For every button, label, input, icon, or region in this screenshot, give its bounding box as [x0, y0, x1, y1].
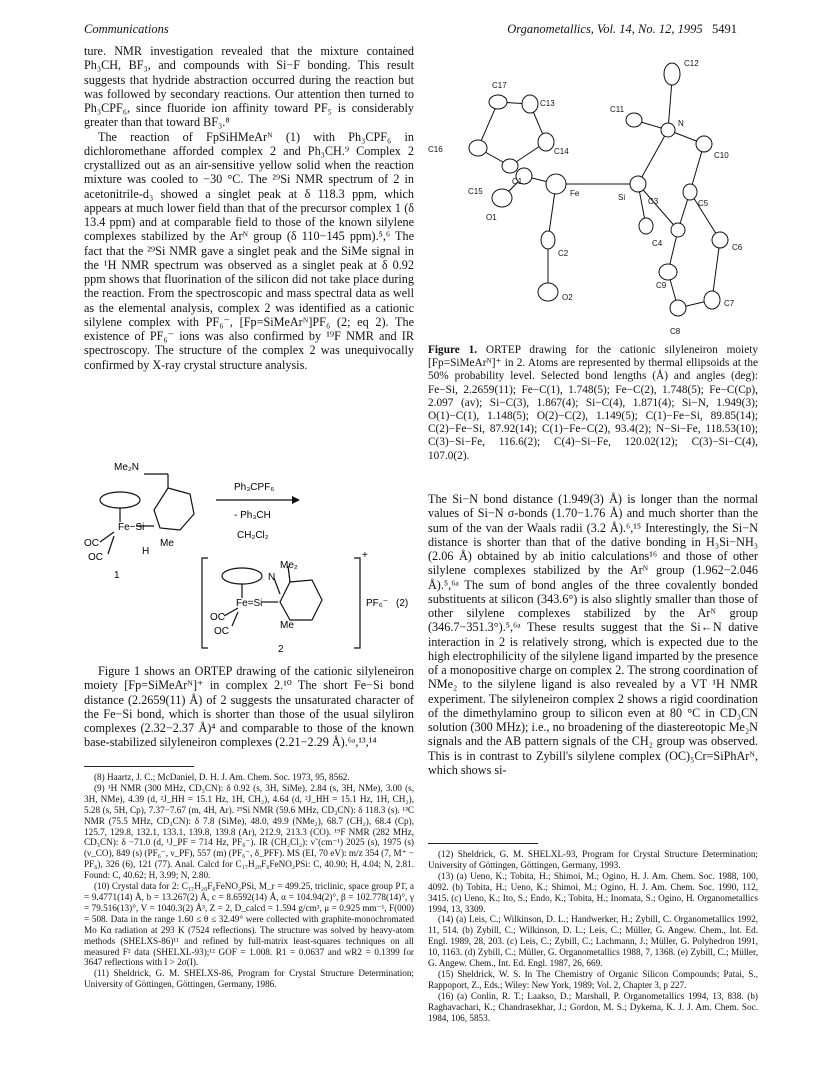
right-column-text: [428, 492, 758, 777]
atom-label-c8: C8: [670, 327, 681, 336]
me2n-label-1: Me₂N: [114, 462, 139, 473]
figure-1-caption-text: ORTEP drawing for the cationic silyleneiron moiety [Fp=SiMeArᴺ]⁺ in 2. Atoms are represented by thermal ellipsoids at the 50% probability level. Selected bond lengths (Å) and angles (deg): Fe−Si, 2.2659(11); Fe−C(1), 1.748(5); Fe−C(2), 1.748(5); Fe−C(Cp), 2.097 (av); Si−C(3), 1.867(4); Si−C(4), 1.871(4); Si−N, 1.949(3); O(1)−C(1), 1.148(5); O(2)−C(2), 1.149(5); C(1)−Fe−Si, 89.85(14); C(2)−Fe−Si, 87.92(14); C(1)−Fe−C(2), 93.4(2); N−Si−Fe, 118.53(10); C(3)−Si−Fe, 116.6(2); C(4)−Si−Fe, 120.02(12); C(3)−Si−C(4), 107.0(2).: [428, 344, 758, 462]
atom-label-c12: C12: [684, 59, 699, 68]
atom-label-n: N: [678, 119, 684, 128]
left-column-text: [84, 44, 414, 372]
paragraph-continued: ture. NMR investigation revealed that the mixture contained Ph₃CH, BF₃, and compounds with Si−F bonding. This result suggests that hydride abstraction occurred during the reaction but was followed by secondary reactions. Our attention then turned to Ph₃CPF₆, since fluoride ion affinity toward PF₅ is considerably greater than that toward BF₃.⁸: [84, 44, 414, 130]
atom-label-c14: C14: [554, 147, 569, 156]
atom-label-o2: O2: [562, 293, 573, 302]
footnote-16: (16) (a) Conlin, R. T.; Laakso, D.; Marshall, P. Organometallics 1994, 13, 838. (b) Raghavachari, K.; Chandrasekhar, J.; Gordon, M. S.; Dykema, K. J. J. Am. Chem. Soc. 1984, 106, 5853.: [428, 990, 758, 1023]
compound-1-structure: [100, 474, 194, 554]
atom-label-c11: C11: [610, 105, 625, 114]
solvent-label: CH₂Cl₂: [237, 530, 269, 541]
footnote-10: (10) Crystal data for 2: C₁₇H₂₀F₆FeNO₂PSi, M_r = 499.25, triclinic, space group P1̄, a = 9.4771(14) Å, b = 13.267(2) Å, c = 8.6592(14) Å, α = 104.94(2)°, β = 102.778(14)°, γ = 79.516(13)°, V = 1040.3(2) Å³, Z = 2, D_calcd = 1.594 g/cm³, μ = 0.925 mm⁻¹, F(000) = 508. Data in the range 1.60 ≤ θ ≤ 32.49° were collected with graphite-monochromated Mo Kα radiation at 293 K (7524 reflections). The structure was solved by heavy-atom methods (SHELXS-86)¹¹ and refined by full-matrix least-squares techniques on all measured F² data (SHELXL-93);¹² GOF = 1.008. R1 = 0.0637 and wR2 = 0.1399 for 3647 reflections with I > 2σ(I).: [84, 881, 414, 968]
left-column-text-2: [84, 664, 414, 750]
atom-label-c6: C6: [732, 243, 743, 252]
atom-label-fe: Fe: [570, 189, 580, 198]
footnote-13: (13) (a) Ueno, K.; Tobita, H.; Shimoi, M.; Ogino, H. J. Am. Chem. Soc. 1988, 100, 4092. (b) Tobita, H.; Ueno, K.; Shimoi, M.; Ogino, H. J. Am. Chem. Soc. 1990, 112, 3415. (c) Ueno, K.; Ito, S.; Endo, K.; Tobita, H.; Inomata, S.; Ogino, H. Organometallics 1994, 13, 3309.: [428, 870, 758, 914]
footnote-15: (15) Sheldrick, W. S. In The Chemistry of Organic Silicon Compounds; Patai, S., Rappoport, Z., Eds.; Wiley: New York, 1989; Vol. 2, Chapter 3, p 227.: [428, 968, 758, 990]
atom-label-c1: C1: [512, 177, 523, 186]
oc-label-2a: OC: [210, 612, 225, 623]
fe-si-label-2: Fe=Si: [236, 598, 263, 609]
pf6-counterion: PF₆⁻: [366, 598, 389, 609]
footnote-9: (9) ¹H NMR (300 MHz, CD₃CN): δ 0.92 (s, 3H, SiMe), 2.84 (s, 3H, NMe), 3.00 (s, 3H, NMe), 4.39 (d, ²J_HH = 15.1 Hz, 1H, CH₂), 4.64 (d, ²J_HH = 15.1 Hz, 1H, CH₂), 5.28 (s, 5H, Cp), 7.37−7.67 (m, 4H, Ar). ²⁹Si NMR (59.6 MHz, CD₃CN): δ 118.3 (s). ¹³C NMR (75.5 MHz, CD₃CN): δ 7.8 (SiMe), 48.0, 49.9 (NMe₂), 68.7 (CH₂), 68.4 (Cp), 125.7, 129.8, 132.1, 133.1, 139.8, 139.8 (Ar), 212.9, 213.3 (CO). ¹⁹F NMR (282 MHz, CD₃CN): δ −71.0 (d, ¹J_PF = 714 Hz, PF₆⁻). IR (CH₂Cl₂): ν̃ (cm⁻¹) 2025 (s), 1975 (s) (ν_CO), 849 (s) (PF₆⁻, ν_PF), 557 (m) (PF₆⁻, δ_PFF). MS (EI, 70 eV): m/z 354 (7, M⁺ − PF₆), 326 (6), 121 (77). Anal. Calcd for C₁₇H₂₀F₆FeNO₂PSi: C, 40.90; H, 4.04; N, 2.81. Found: C, 40.62; H, 3.99; N, 2.80.: [84, 782, 414, 881]
n-label-2: N: [268, 572, 276, 583]
page-number: 5491: [712, 22, 737, 36]
equation-number: (2): [396, 598, 409, 609]
atom-label-c9: C9: [656, 281, 667, 290]
footnote-8: (8) Haartz, J. C.; McDaniel, D. H. J. Am. Chem. Soc. 1973, 95, 8562.: [94, 772, 350, 782]
atom-label-c17: C17: [492, 81, 507, 90]
charge-plus: +: [362, 550, 368, 561]
running-section-title: Communications: [84, 22, 169, 36]
atom-label-c2: C2: [558, 249, 569, 258]
figure-1-label: Figure 1.: [428, 344, 478, 356]
atom-label-c10: C10: [714, 151, 729, 160]
me-label-1: Me: [160, 538, 174, 549]
footnote-11: (11) Sheldrick, G. M. SHELXS-86, Program for Crystal Structure Determination; University of Göttingen, Göttingen, Germany, 1986.: [84, 968, 414, 990]
footnote-rule-right: [428, 843, 538, 844]
atom-label-si: Si: [618, 193, 626, 202]
fe-si-label-1: Fe−Si: [118, 522, 145, 533]
footnote-rule-left: [84, 766, 194, 767]
ortep-atoms: [469, 63, 728, 316]
me2-label-2: Me₂: [280, 560, 298, 571]
atom-label-c5: C5: [698, 199, 709, 208]
byproduct-label: - Ph₃CH: [234, 510, 271, 521]
paragraph-reaction: The reaction of FpSiHMeArᴺ (1) with Ph₃CPF₆ in dichloromethane afforded complex 2 and Ph₃CH.⁹ Complex 2 crystallized out as an air-sensitive yellow solid when the reaction mixture was cooled to −30 °C. The ²⁹Si NMR spectrum of 2 in acetonitrile-d₃ showed a singlet peak at δ 118.3 ppm, which appears at much lower field than that of the precursor complex 1 (δ 13.4 ppm) and at comparable field to those of the known silylene complexes stabilized by the Arᴺ group (δ 110−145 ppm).⁵,⁶ The fact that the ²⁹Si NMR gave a singlet peak and the SiMe signal in the ¹H NMR spectrum was observed as a singlet peak at δ 0.92 ppm shows that fluorination of the silicon did not take place during the reaction. From the spectroscopic and mass spectral data as well as the elemental analysis, complex 2 was identified as a cationic silylene complex with PF₆⁻, [Fp=SiMeArᴺ]PF₆ (2; eq 2). The existence of PF₆⁻ ions was also confirmed by ¹⁹F NMR and IR spectroscopy. The structure of the complex 2 was unequivocally confirmed by X-ray crystal structure analysis.: [84, 129, 414, 372]
reagent-label: Ph₃CPF₆: [234, 482, 275, 493]
journal-name: Organometallics, Vol. 14, No. 12, 1995: [507, 22, 703, 36]
me-label-2: Me: [280, 620, 294, 631]
atom-label-c13: C13: [540, 99, 555, 108]
running-journal-citation: [507, 22, 737, 37]
h-label-1: H: [142, 546, 150, 557]
oc-label-2b: OC: [214, 626, 229, 637]
paragraph-figure-description: Figure 1 shows an ORTEP drawing of the cationic silyleneiron moiety [Fp=SiMeArᴺ]⁺ in complex 2.¹⁰ The short Fe−Si bond distance (2.2659(11) Å) of 2 suggests the unsaturated character of the Fe−Si bond, which is shorter than those of the usual silyliron complexes (2.32−2.37 Å)⁴ and comparable to those of the known base-stabilized silyleneiron complexes (2.21−2.29 Å).⁶ᵃ,¹³,¹⁴: [84, 664, 414, 750]
oc-label-1a: OC: [84, 538, 99, 549]
arrowhead: [292, 496, 300, 504]
atom-label-c3: C3: [648, 197, 659, 206]
footnote-14: (14) (a) Leis, C.; Wilkinson, D. L.; Handwerker, H.; Zybill, C. Organometallics 1992, 11, 514. (b) Zybill, C.; Wilkinson, D. L.; Leis, C.; Müller, G. Angew. Chem., Int. Ed. Engl. 1989, 28, 203. (c) Leis, C.; Zybill, C.; Lachmann, J.; Müller, G. Polyhedron 1991, 10, 1163. (d) Zybill, C.; Müller, G. Organometallics 1988, 7, 1368. (e) Zybill, C.; Müller, G. Angew. Chem., Int. Ed. Engl. 1987, 26, 669.: [428, 914, 758, 969]
paragraph-si-n-bond: The Si−N bond distance (1.949(3) Å) is longer than the normal values of Si−N σ-bonds (1.70−1.76 Å) and much shorter than the sum of the van der Waals radii (3.2 Å).⁶,¹⁵ Interestingly, the Si−N distance is shorter than that of the dative bonding in H₃Si−NH₃ (2.06 Å) obtained by ab initio calculations¹⁶ and those of other silylene complexes stabilized by the Arᴺ group (1.962−2.046 Å).⁵,⁶ᵃ The sum of bond angles of the three covalently bonded substituents at silicon (343.6°) is also slightly smaller than those of other silylene complexes stabilized by the Arᴺ group (346.7−351.3°).⁵,⁶ᵃ These results suggest that the Si←N dative interaction in 2 is relatively strong, which is expected due to the high electrophilicity of the silylene ligand imparted by the presence of a monopositive charge on complex 2. The strong coordination of NMe₂ to the silylene ligand is also revealed by a VT ¹H NMR experiment. The silyleneiron complex 2 shows a rigid coordination of the dimethylamino group to silicon even at 80 °C in CD₃CN solution (300 MHz); i.e., no broadening of the diastereotopic Me₂N signals and the AB pattern signals of the CH₂ group was observed. This is in contrast to Zybill's silylene complex (OC)₅Cr=SiPhArᴺ, which shows si-: [428, 492, 758, 777]
atom-label-c7: C7: [724, 299, 735, 308]
atom-label-c15: C15: [468, 187, 483, 196]
compound-number-2: 2: [278, 644, 284, 655]
ortep-figure: [428, 44, 758, 344]
footnotes-left: [84, 772, 414, 990]
atom-label-o1: O1: [486, 213, 497, 222]
atom-label-c16: C16: [428, 145, 443, 154]
footnotes-right: [428, 849, 758, 1024]
atom-label-c4: C4: [652, 239, 663, 248]
figure-1-caption: [428, 344, 758, 463]
oc-label-1b: OC: [88, 552, 103, 563]
compound-number-1: 1: [114, 570, 120, 581]
footnote-12: (12) Sheldrick, G. M. SHELXL-93, Program for Crystal Structure Determination; University of Göttingen, Göttingen, Germany, 1993.: [428, 849, 758, 870]
reaction-scheme: [84, 450, 414, 656]
